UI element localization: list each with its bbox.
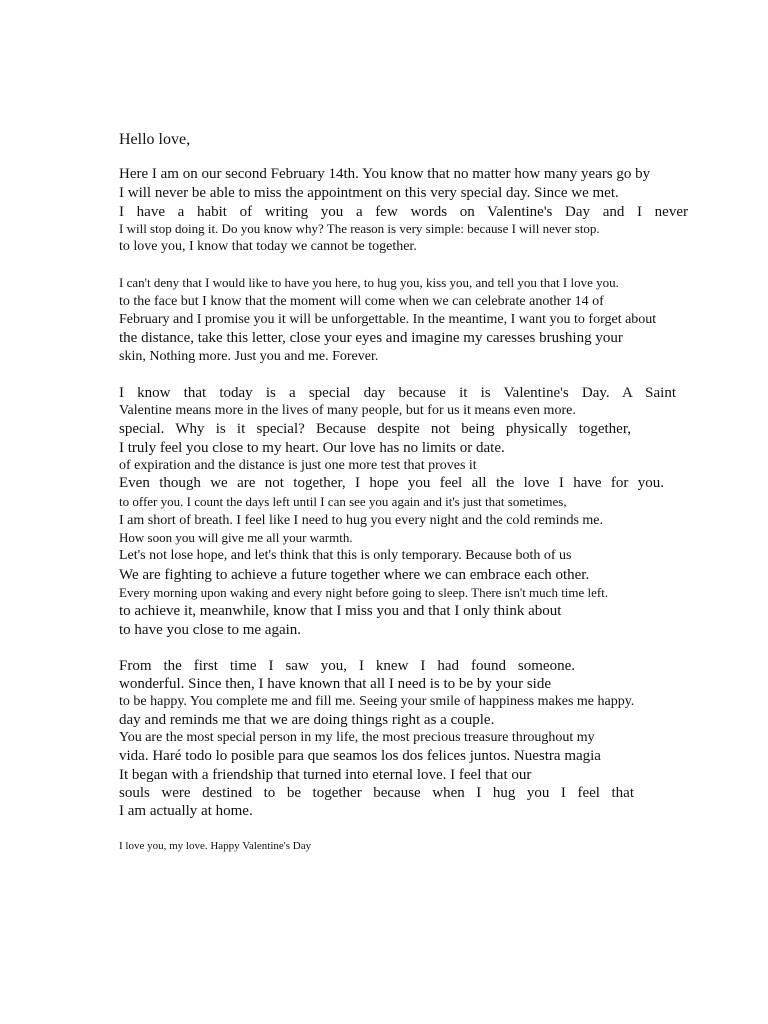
paragraph3-line: I am short of breath. I feel like I need to hug you every night and the cold reminds me. — [119, 513, 604, 528]
paragraph3-line: Even though we are not together, I hope you feel all the love I have for you. — [119, 475, 664, 491]
paragraph3-line: I know that today is a special day because it is Valentine's Day. A Saint — [119, 385, 676, 401]
paragraph3-line: to have you close to me again. — [119, 622, 302, 638]
paragraph1-line: to love you, I know that today we cannot be together. — [119, 239, 417, 254]
paragraph1-line: I have a habit of writing you a few words on Valentine's Day and I never — [119, 204, 688, 220]
closing: I love you, my love. Happy Valentine's Day — [119, 840, 312, 852]
paragraph4-line: It began with a friendship that turned into eternal love. I feel that our — [119, 767, 532, 783]
paragraph4-line: souls were destined to be together because when I hug you I feel that — [119, 785, 634, 801]
paragraph4-line: vida. Haré todo lo posible para que seamos los dos felices juntos. Nuestra magia — [119, 748, 601, 764]
paragraph1-line: Here I am on our second February 14th. You know that no matter how many years go by — [119, 166, 651, 182]
paragraph3-line: I truly feel you close to my heart. Our love has no limits or date. — [119, 440, 505, 456]
paragraph2-line: I can't deny that I would like to have you here, to hug you, kiss you, and tell you that I love you. — [119, 275, 619, 290]
paragraph2-line: February and I promise you it will be unforgettable. In the meantime, I want you to forget about — [119, 312, 657, 327]
paragraph3-line: Let's not lose hope, and let's think that this is only temporary. Because both of us — [119, 548, 572, 563]
paragraph4-line: I am actually at home. — [119, 803, 253, 819]
paragraph1-line: I will stop doing it. Do you know why? The reason is very simple: because I will never stop. — [119, 221, 600, 236]
paragraph2-line: to the face but I know that the moment will come when we can celebrate another 14 of — [119, 294, 604, 309]
paragraph3-line: Every morning upon waking and every night before going to sleep. There isn't much time left. — [119, 585, 609, 600]
paragraph3-line: How soon you will give me all your warmth. — [119, 530, 353, 545]
paragraph4-line: to be happy. You complete me and fill me. Seeing your smile of happiness makes me happy. — [119, 694, 635, 709]
paragraph3-line: Valentine means more in the lives of many people, but for us it means even more. — [119, 403, 576, 418]
paragraph2-line: skin, Nothing more. Just you and me. Forever. — [119, 349, 379, 364]
paragraph3-line: to offer you. I count the days left until I can see you again and it's just that sometimes, — [119, 494, 567, 509]
paragraph2-line: the distance, take this letter, close your eyes and imagine my caresses brushing your — [119, 330, 623, 346]
paragraph4-line: From the first time I saw you, I knew I had found someone. — [119, 658, 575, 674]
paragraph3-line: special. Why is it special? Because despite not being physically together, — [119, 421, 631, 437]
paragraph1-line: I will never be able to miss the appointment on this very special day. Since we met. — [119, 185, 619, 201]
paragraph4-line: day and reminds me that we are doing things right as a couple. — [119, 712, 495, 728]
paragraph4-line: wonderful. Since then, I have known that all I need is to be by your side — [119, 676, 551, 692]
paragraph4-line: You are the most special person in my life, the most precious treasure throughout my — [119, 730, 595, 745]
paragraph3-line: to achieve it, meanwhile, know that I miss you and that I only think about — [119, 603, 562, 619]
greeting: Hello love, — [119, 131, 191, 148]
paragraph3-line: We are fighting to achieve a future together where we can embrace each other. — [119, 567, 590, 583]
paragraph3-line: of expiration and the distance is just one more test that proves it — [119, 458, 477, 473]
